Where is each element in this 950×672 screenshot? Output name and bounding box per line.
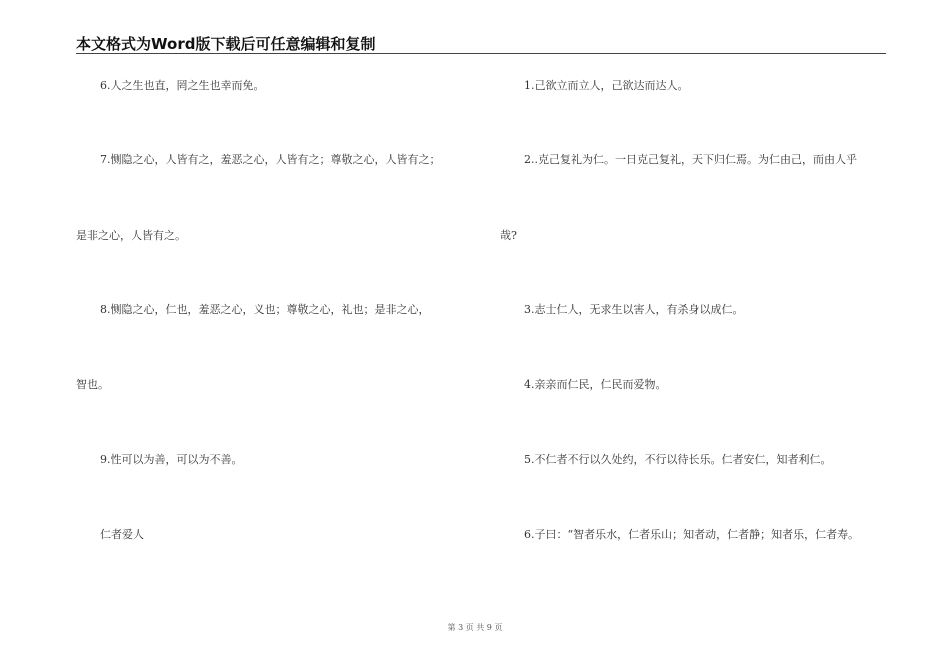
right-line-1: 1.己欲立而立人，己欲达而达人。 <box>524 79 689 92</box>
left-line-5: 智也。 <box>76 378 109 391</box>
left-line-7: 仁者爱人 <box>100 528 144 541</box>
left-line-4: 8.恻隐之心，仁也，羞恶之心，义也；尊敬之心，礼也；是非之心， <box>100 303 430 316</box>
right-line-4: 3.志士仁人，无求生以害人，有杀身以成仁。 <box>524 303 744 316</box>
right-line-5: 4.亲亲而仁民，仁民而爱物。 <box>524 378 667 391</box>
right-line-2: 2..克己复礼为仁。一日克己复礼，天下归仁焉。为仁由己，而由人乎 <box>524 153 857 166</box>
left-line-2: 7.恻隐之心，人皆有之，羞恶之心，人皆有之；尊敬之心，人皆有之； <box>100 153 441 166</box>
header-divider <box>76 53 886 54</box>
page-footer: 第 3 页 共 9 页 <box>447 623 503 632</box>
right-line-3: 哉? <box>500 229 517 242</box>
right-line-6: 5.不仁者不行以久处约，不行以待长乐。仁者安仁，知者利仁。 <box>524 453 832 466</box>
left-line-3: 是非之心，人皆有之。 <box>76 229 186 242</box>
right-line-7: 6.子曰：“智者乐水，仁者乐山；知者动，仁者静；知者乐，仁者寿。 <box>524 528 860 541</box>
left-line-6: 9.性可以为善，可以为不善。 <box>100 453 243 466</box>
page-header-title: 本文格式为Word版下载后可任意编辑和复制 <box>76 35 376 53</box>
left-line-1: 6.人之生也直，罔之生也幸而免。 <box>100 79 265 92</box>
